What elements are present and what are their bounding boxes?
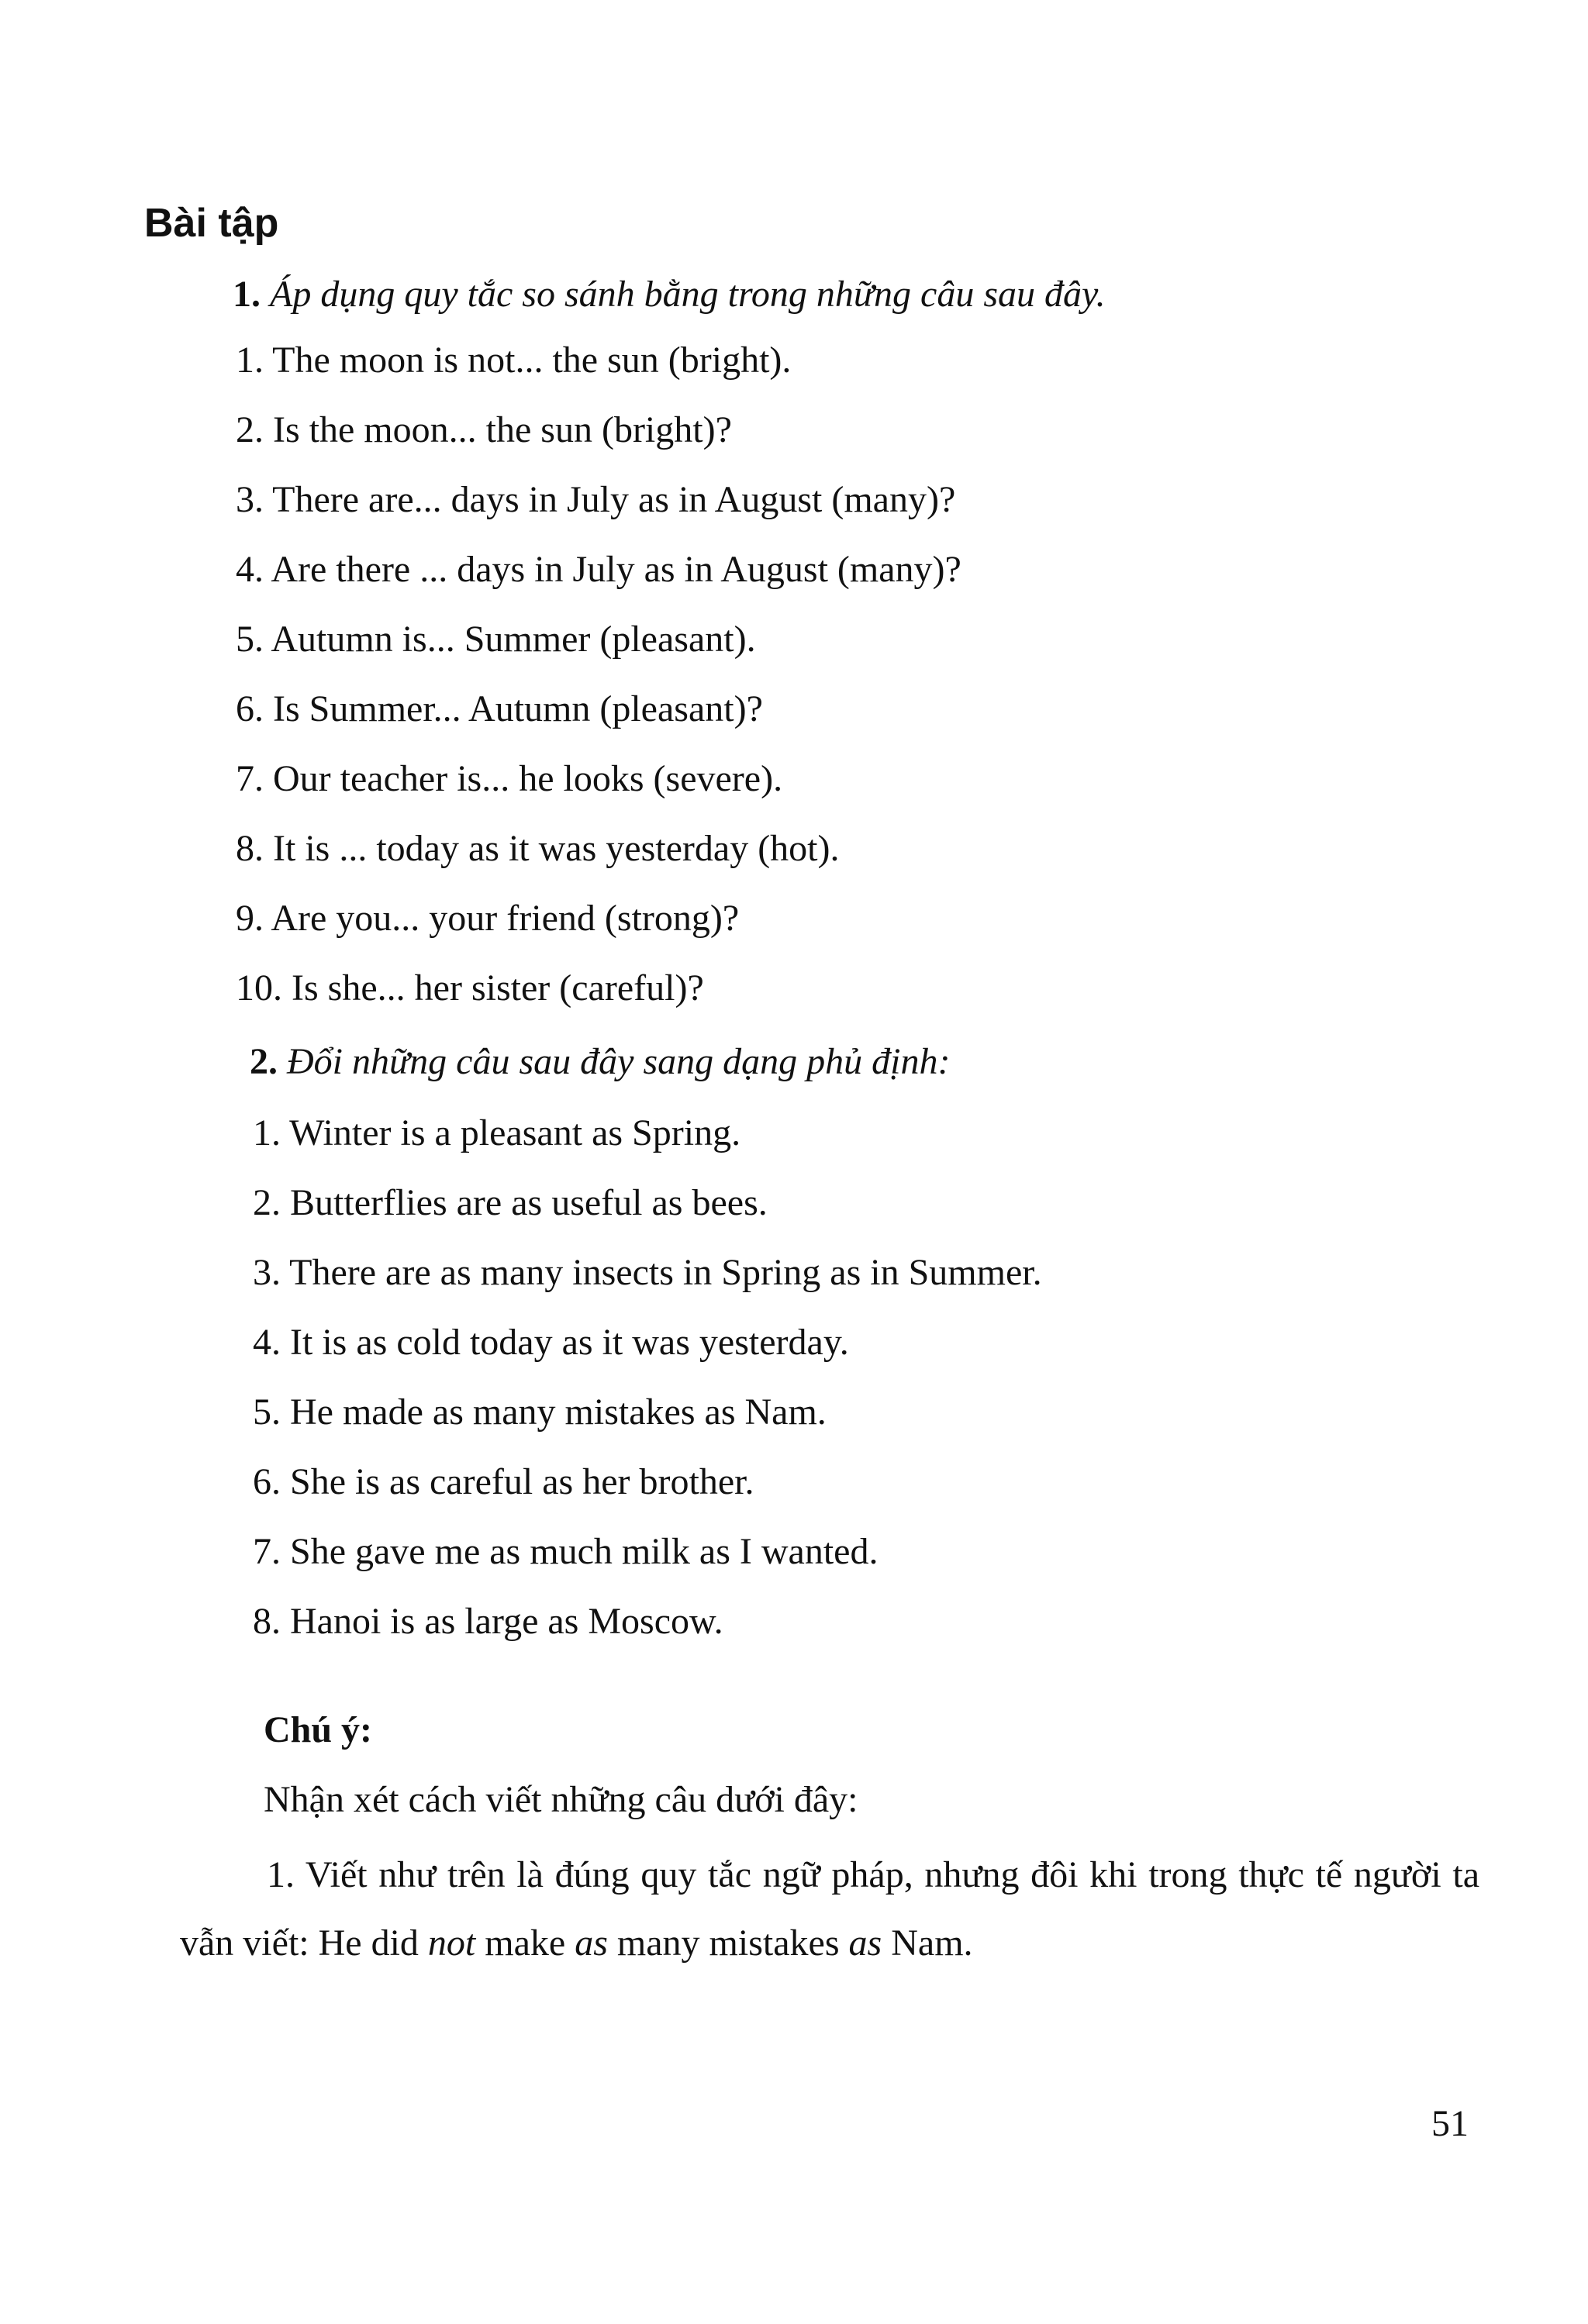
- section-1-item: 4. Are there ... days in July as in August (many)?: [236, 549, 961, 590]
- section-1-item: 3. There are... days in July as in August (many)?: [236, 479, 956, 520]
- section-2-item: 3. There are as many insects in Spring as in Summer.: [253, 1252, 1042, 1293]
- section-1-item: 5. Autumn is... Summer (pleasant).: [236, 619, 756, 660]
- section-1-item: 1. The moon is not... the sun (bright).: [236, 340, 792, 381]
- note-text: 1. Viết như trên là đúng quy tắc ngữ pháp, nhưng đôi khi trong thực tế người ta vẫn viết: He did: [180, 1854, 1479, 1964]
- section-2-item: 2. Butterflies are as useful as bees.: [253, 1182, 768, 1223]
- exercise-heading: Bài tập: [144, 201, 279, 246]
- section-2-number: 2.: [250, 1041, 278, 1082]
- section-1-instruction: [233, 271, 1106, 318]
- note-text: many mistakes: [607, 1922, 849, 1964]
- section-2-item: 7. She gave me as much milk as I wanted.: [253, 1531, 879, 1572]
- section-1-item: 8. It is ... today as it was yesterday (hot).: [236, 828, 840, 869]
- note-emphasis-not: not: [427, 1922, 476, 1964]
- section-2-item: 1. Winter is a pleasant as Spring.: [253, 1112, 741, 1153]
- section-1-instruction-text: Áp dụng quy tắc so sánh bằng trong những câu sau đây.: [270, 274, 1106, 315]
- section-2-item: 4. It is as cold today as it was yesterday.: [253, 1322, 849, 1363]
- section-2-item: 6. She is as careful as her brother.: [253, 1461, 754, 1502]
- note-emphasis-as: as: [575, 1922, 608, 1964]
- page-number: 51: [1431, 2103, 1469, 2144]
- note-emphasis-as: as: [848, 1922, 882, 1964]
- note-intro: Nhận xét cách viết những câu dưới đây:: [264, 1779, 858, 1820]
- note-paragraph: [180, 1841, 1479, 1977]
- note-text: make: [475, 1922, 575, 1964]
- note-label: Chú ý:: [264, 1709, 373, 1750]
- section-2-list: [253, 1110, 1042, 1668]
- section-1-item: 6. Is Summer... Autumn (pleasant)?: [236, 688, 763, 729]
- section-1-item: 2. Is the moon... the sun (bright)?: [236, 409, 732, 450]
- section-2-instruction-text: Đổi những câu sau đây sang dạng phủ định:: [287, 1041, 951, 1082]
- section-1-item: 9. Are you... your friend (strong)?: [236, 898, 740, 939]
- section-2-instruction: [250, 1039, 950, 1085]
- section-1-number: 1.: [233, 274, 261, 315]
- note-text: Nam.: [882, 1922, 973, 1964]
- section-2-item: 8. Hanoi is as large as Moscow.: [253, 1601, 723, 1642]
- section-1-item: 10. Is she... her sister (careful)?: [236, 967, 704, 1009]
- section-1-item: 7. Our teacher is... he looks (severe).: [236, 758, 783, 799]
- section-1-list: [236, 337, 961, 1035]
- section-2-item: 5. He made as many mistakes as Nam.: [253, 1391, 827, 1433]
